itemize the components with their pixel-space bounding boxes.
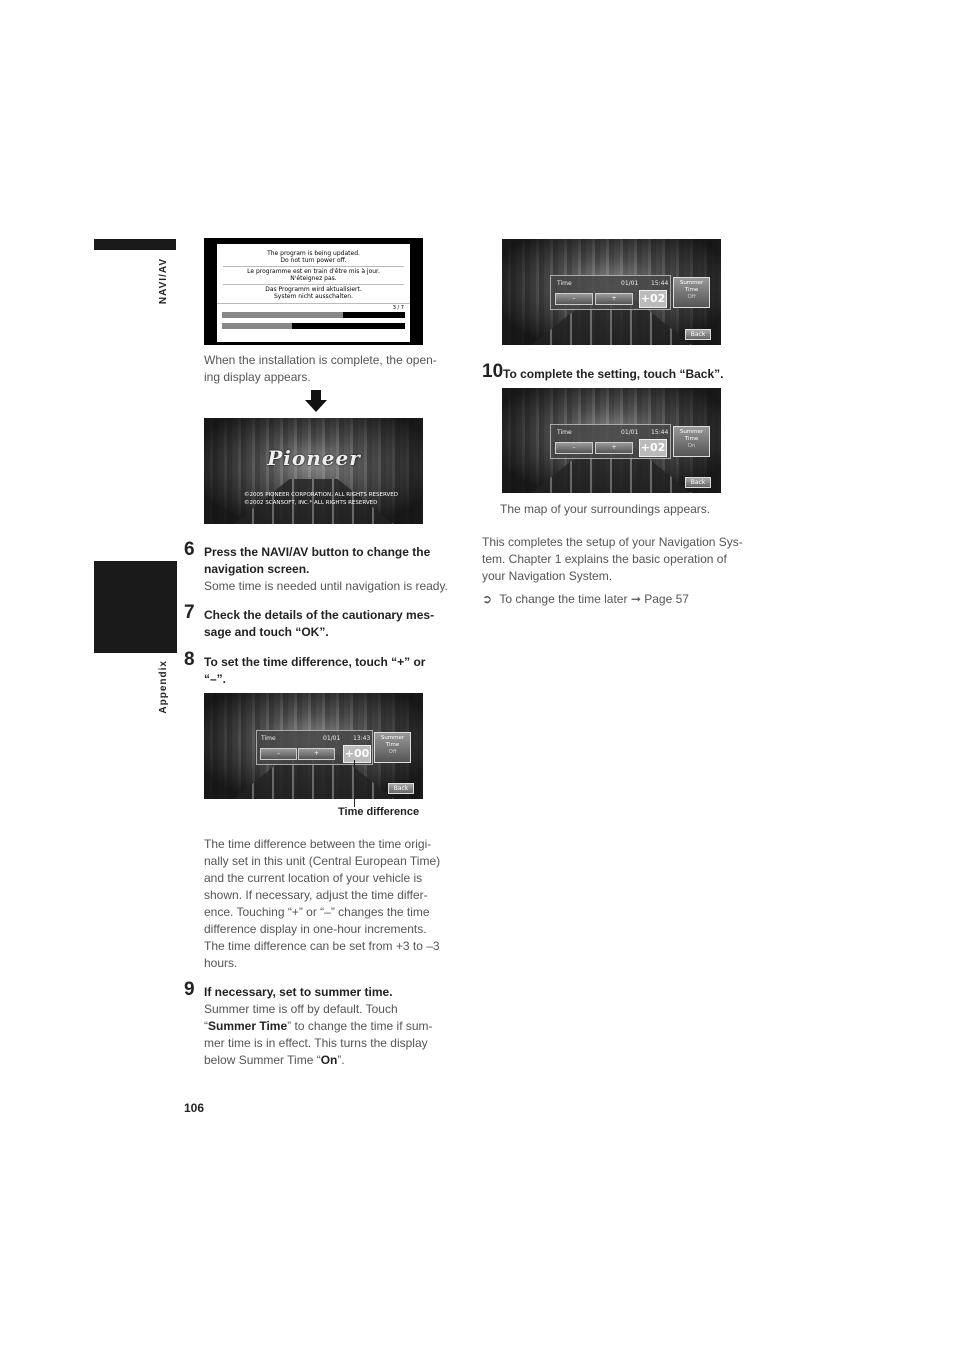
step-7-heading-line-1: Check the details of the cautionary mes- xyxy=(204,608,435,622)
step-6-number: 6 xyxy=(184,539,195,560)
update-msg-en-2: Do not turn power off. xyxy=(280,257,347,264)
plus-button[interactable]: + xyxy=(595,293,633,305)
opening-screen xyxy=(204,418,423,524)
conclusion-line: tem. Chapter 1 explains the basic operation of xyxy=(482,552,727,566)
time-date: 01/01 xyxy=(621,429,639,436)
step-10-heading: To complete the setting, touch “Back”. xyxy=(503,367,724,381)
step-9-body-line: Summer time is off by default. Touch xyxy=(204,1002,398,1016)
step-8-body xyxy=(204,836,466,972)
callout-line xyxy=(354,760,355,807)
back-button[interactable]: Back xyxy=(388,783,414,794)
update-msg-fr-2: N'éteignez pas. xyxy=(290,275,337,282)
time-panel xyxy=(550,424,671,459)
time-date: 01/01 xyxy=(323,735,341,742)
summer-time-label: Summer Time xyxy=(679,280,704,293)
reference-page-link[interactable]: Page 57 xyxy=(644,592,689,606)
reference-text: To change the time later xyxy=(499,592,628,606)
step-8-heading-line-1: To set the time difference, touch “+” or xyxy=(204,655,426,669)
step-9-body-text: below Summer Time “ xyxy=(204,1053,321,1067)
time-clock: 15:44 xyxy=(651,429,669,436)
time-clock: 15:44 xyxy=(651,280,669,287)
update-msg-en-1: The program is being updated. xyxy=(267,250,360,257)
section-label: NAVI/AV xyxy=(158,258,169,305)
step-8-heading xyxy=(204,654,464,688)
step-9-body-text: ” to change the time if sum- xyxy=(287,1019,433,1033)
step-8-body-line: ence. Touching “+” or “–” changes the time xyxy=(204,905,430,919)
page-reference xyxy=(482,591,762,608)
step-6-body: Some time is needed until navigation is ready. xyxy=(204,579,448,593)
time-difference-display: +00 xyxy=(343,745,371,763)
step-8-body-line: nally set in this unit (Central European Time) xyxy=(204,854,441,868)
minus-button[interactable]: – xyxy=(555,293,593,305)
step-8-body-line: hours. xyxy=(204,956,238,970)
plus-button[interactable]: + xyxy=(595,442,633,454)
summer-time-state: Off xyxy=(687,294,696,300)
summer-time-state: Off xyxy=(388,749,397,755)
progress-bar-top xyxy=(222,312,405,318)
step-9-body xyxy=(204,1001,466,1069)
step-7-heading xyxy=(204,607,464,641)
time-date: 01/01 xyxy=(621,280,639,287)
step-8-body-line: shown. If necessary, adjust the time differ- xyxy=(204,888,428,902)
update-msg-de-2: System nicht ausschalten. xyxy=(273,293,354,300)
arrow-right-icon: ➞ xyxy=(630,592,641,606)
appendix-tab-bar xyxy=(94,561,177,653)
time-clock: 13:43 xyxy=(353,735,371,742)
copyright-line-2: ©2002 SCANSOFT, INC.* ALL RIGHTS RESERVED xyxy=(244,500,378,506)
time-difference-display: +02 xyxy=(639,290,667,308)
install-note-line-1: When the installation is complete, the open- xyxy=(204,353,437,367)
section-tab-bar xyxy=(94,239,176,250)
summer-time-button[interactable] xyxy=(673,277,710,308)
summer-time-state: On xyxy=(687,443,696,449)
time-label: Time xyxy=(557,429,572,436)
step-9-body-line xyxy=(204,1052,466,1069)
step-7-heading-line-2: sage and touch “OK”. xyxy=(204,625,329,639)
step-8-body-line: The time difference can be set from +3 to –3 xyxy=(204,939,440,953)
reference-bullet-icon: ➲ xyxy=(482,592,493,606)
update-screen xyxy=(204,238,423,345)
summer-time-button[interactable] xyxy=(673,426,710,457)
conclusion-paragraph xyxy=(482,534,762,585)
step-8-body-line: The time difference between the time origi- xyxy=(204,837,432,851)
step-10-body: The map of your surroundings appears. xyxy=(500,502,711,516)
step-8-number: 8 xyxy=(184,649,195,670)
conclusion-line: This completes the setup of your Navigation Sys- xyxy=(482,535,743,549)
copyright-line-1: ©2005 PIONEER CORPORATION. ALL RIGHTS RESERVED xyxy=(244,492,398,498)
step-6-heading-line-2: navigation screen. xyxy=(204,562,310,576)
pioneer-logo: Pioneer xyxy=(267,446,361,470)
step-7-number: 7 xyxy=(184,602,195,623)
time-label: Time xyxy=(261,735,276,742)
install-note-line-2: ing display appears. xyxy=(204,370,311,384)
step-6-heading xyxy=(204,544,464,578)
install-note xyxy=(204,352,459,386)
down-arrow-icon xyxy=(304,390,328,414)
update-msg-fr-1: Le programme est en train d'être mis à jour. xyxy=(223,266,404,275)
time-panel xyxy=(256,730,373,765)
step-8-heading-line-2: “–”. xyxy=(204,672,227,686)
step-9-heading: If necessary, set to summer time. xyxy=(204,985,393,999)
step-6-heading-line-1: Press the NAVI/AV button to change the xyxy=(204,545,431,559)
time-panel xyxy=(550,275,671,310)
minus-button[interactable]: – xyxy=(260,748,297,760)
summer-time-label: Summer Time xyxy=(679,429,704,442)
update-dialog xyxy=(217,244,410,342)
update-msg-de-1: Das Programm wird aktualisiert. xyxy=(223,284,404,293)
step-8-body-line: and the current location of your vehicle is xyxy=(204,871,423,885)
page-number: 106 xyxy=(184,1101,205,1115)
time-screen-c xyxy=(502,388,721,493)
summer-time-label: Summer Time xyxy=(380,735,405,748)
time-label: Time xyxy=(557,280,572,287)
time-screen-a xyxy=(204,693,423,799)
back-button[interactable]: Back xyxy=(685,477,711,488)
progress-counter: 3 / 7 xyxy=(392,305,404,311)
minus-button[interactable]: – xyxy=(555,442,593,454)
conclusion-line: your Navigation System. xyxy=(482,569,613,583)
quote-open: “ xyxy=(204,1019,208,1033)
step-8-body-line: difference display in one-hour increments. xyxy=(204,922,427,936)
on-term: On xyxy=(320,1053,338,1067)
time-difference-callout: Time difference xyxy=(338,806,420,818)
time-difference-display: +02 xyxy=(639,439,667,457)
progress-bar-bottom xyxy=(222,323,405,329)
appendix-label: Appendix xyxy=(158,660,169,714)
step-9-body-line: mer time is in effect. This turns the display xyxy=(204,1036,428,1050)
plus-button[interactable]: + xyxy=(298,748,335,760)
time-screen-b xyxy=(502,239,721,345)
summer-time-term: Summer Time xyxy=(208,1019,288,1033)
quote-close: ”. xyxy=(337,1053,345,1067)
step-9-body-line xyxy=(204,1018,466,1035)
step-9-number: 9 xyxy=(184,979,195,1000)
summer-time-button[interactable] xyxy=(374,732,411,763)
step-10-number: 10 xyxy=(482,361,504,382)
back-button[interactable]: Back xyxy=(685,329,711,340)
